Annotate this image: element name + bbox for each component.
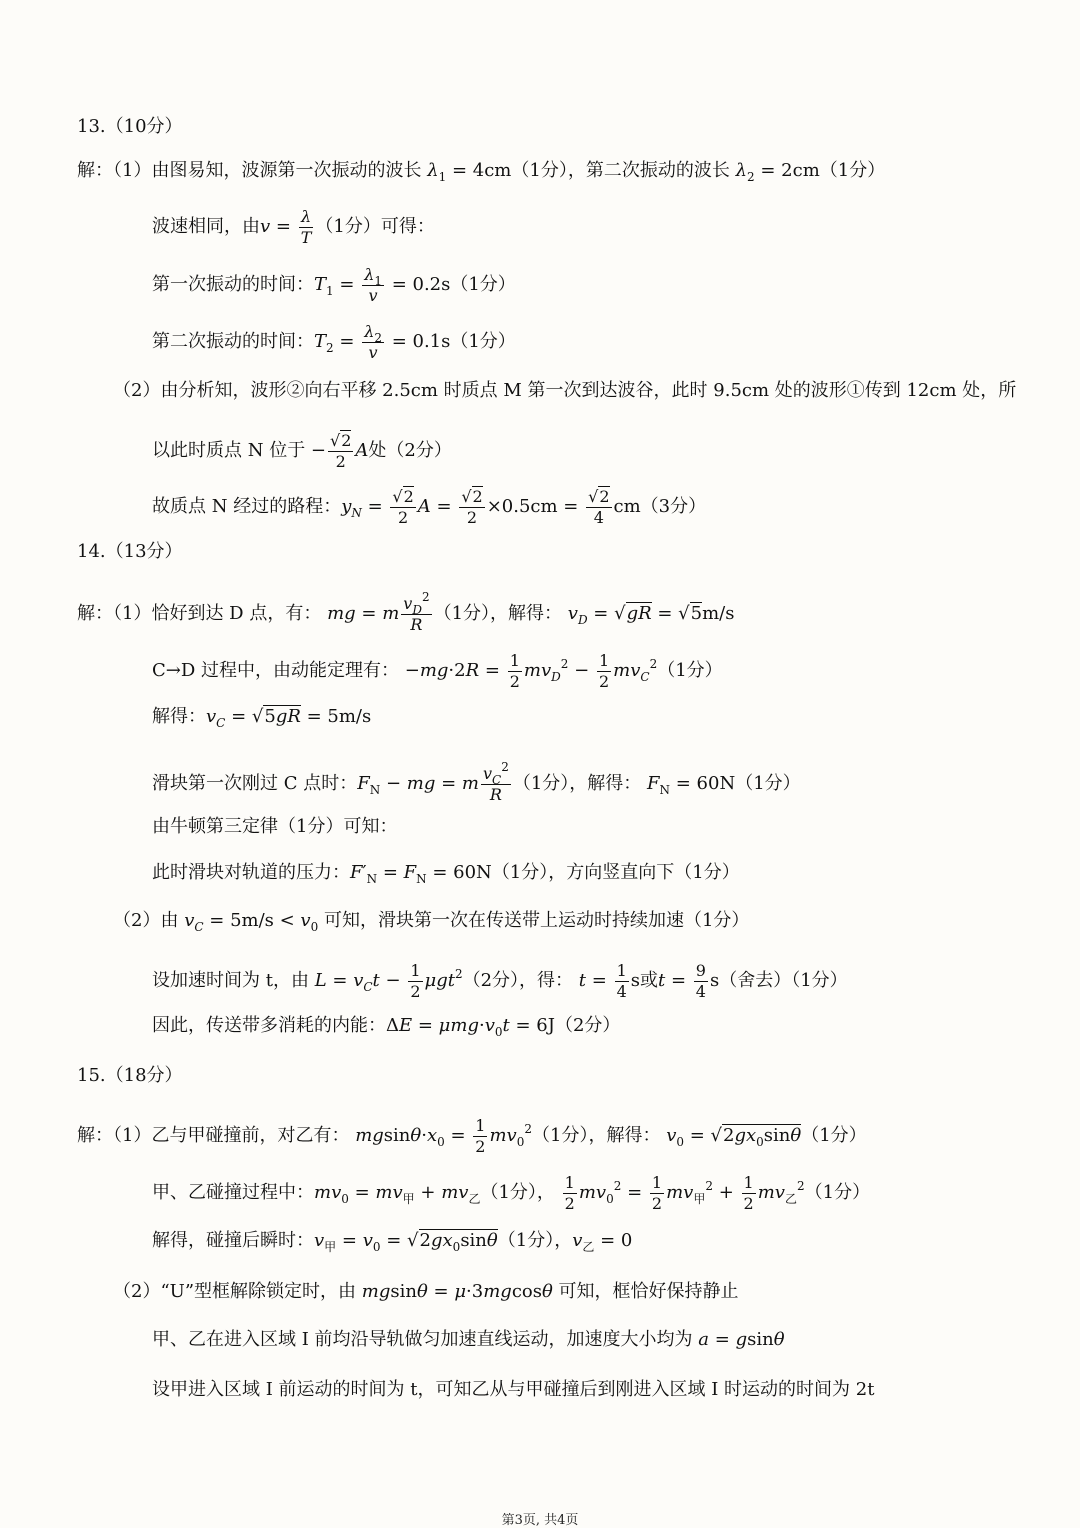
answer-label: 解： [77,603,113,625]
problem-15-heading [77,1067,183,1085]
fraction: $\frac{\lambda}{T}$ [300,207,312,247]
p15-line-2: 甲、乙碰撞过程中：$mv_0 = mv_甲 + mv_乙(1$分）， $\frac{1}{2}$ $mv_0^2$ = $\frac{1}{2}$ $mv_甲^2$ + $\frac{1}{2}$ $mv_乙^2(1$分） [152,1173,871,1213]
p15-line-1: 解：（1）乙与甲碰撞前，对乙有： $mgsin\theta\cdot x_0$ = $\frac{1}{2}$ $mv_0^2(1$分），解得： $v_0 = √2gx_0\sin\theta(1$分） [77,1116,867,1156]
p14-line-8: 设加速时间为 t，由 $L = v_Ct$ − $\frac{1}{2}$ μgt$^2$（2分），得： t = $\frac{1}{4}$ s或t = $\frac{9}{4}$ s（舍去）（1分） [152,961,848,1001]
p13-line-7: 故质点 N 经过的路程：$y_N$ = $\frac{√2}{2}$ A = $\frac{√2}{2}$ ×0.5cm = $\frac{√2}{4}$ cm（3分） [152,487,707,527]
p14-line-1: 解：（1）恰好到达 D 点，有： mg = m $\frac{v_D^2}{R}$ （1分），解得： $v_D = √gR = √5m/s$ [77,590,735,634]
p14-line-5: 由牛顿第三定律（1分）可知： [152,816,398,837]
problem-score: （13分） [105,541,183,562]
p15-line-4: （2）“U”型框解除锁定时，由 mgsinθ = μ·3mgcosθ 可知，框恰好保持静止 [113,1281,739,1302]
p14-line-9: 因此，传送带多消耗的内能：$\Delta E = \mu mg\cdot v_0t = 6J(2$分） [152,1015,621,1039]
problem-number: 15. [77,1065,106,1086]
problem-14-heading [77,543,183,561]
answer-label: 解： [77,1125,113,1147]
p15-line-5: 甲、乙在进入区域 I 前均沿导轨做匀加速直线运动，加速度大小均为 a = gsinθ [152,1329,785,1350]
p13-line-2: 波速相同，由v = $\frac{\lambda}{T}$ （1分）可得： [152,207,435,247]
p14-line-2: C→D 过程中，由动能定理有： −mg·2R = $\frac{1}{2}$ $mv_D^2$ − $\frac{1}{2}$ $mv_C^2(1$分） [152,651,723,691]
p14-line-7: （2）由 $v_C = 5m/s < v_0$ 可知，滑块第一次在传送带上运动时持续加速（1分） [113,910,750,934]
problem-13-heading [77,118,183,136]
p13-line-3: 第一次振动的时间：$T_1$ = $\frac{\lambda_1}{v}$ = 0.2s（1分） [152,265,516,305]
problem-score: （10分） [105,116,183,137]
problem-score: （18分） [105,1065,183,1086]
p13-line-5: （2）由分析知，波形②向右平移 2.5cm 时质点 M 第一次到达波谷，此时 9.5cm 处的波形①传到 12cm 处，所 [113,380,1017,401]
problem-number: 14. [77,541,106,562]
problem-number: 13. [77,116,106,137]
p14-line-4: 滑块第一次刚过 C 点时：$F_N$ − mg = m $\frac{v_C^2}{R}$ （1分），解得： $F_N = 60N(1$分） [152,760,801,804]
p14-line-6: 此时滑块对轨道的压力：$F'_N = F_N = 60N(1$分），方向竖直向下（1分） [152,862,740,886]
p13-line-6: 以此时质点 N 位于 − $\frac{√2}{2}$ A处（2分） [152,431,452,471]
p14-line-3: 解得：$v_C = √5gR = 5m/s$ [152,706,372,730]
p13-line-1: 解：（1）由图易知，波源第一次振动的波长 $\lambda_1 = 4cm(1$分），第二次振动的波长 $\lambda_2 = 2cm(1$分） [77,160,886,184]
page-footer: 第3页, 共4页 [501,1513,579,1528]
p15-line-6: 设甲进入区域 I 前运动的时间为 t，可知乙从与甲碰撞后到刚进入区域 I 时运动的时间为 2t [152,1379,875,1400]
p13-line-4: 第二次振动的时间：$T_2$ = $\frac{\lambda_2}{v}$ = 0.1s（1分） [152,322,516,362]
p15-line-3: 解得，碰撞后瞬时：$v_甲 = v_0 = √2gx_0\sin\theta(1$分），$v_乙 = 0$ [152,1230,633,1254]
answer-label: 解： [77,160,113,181]
